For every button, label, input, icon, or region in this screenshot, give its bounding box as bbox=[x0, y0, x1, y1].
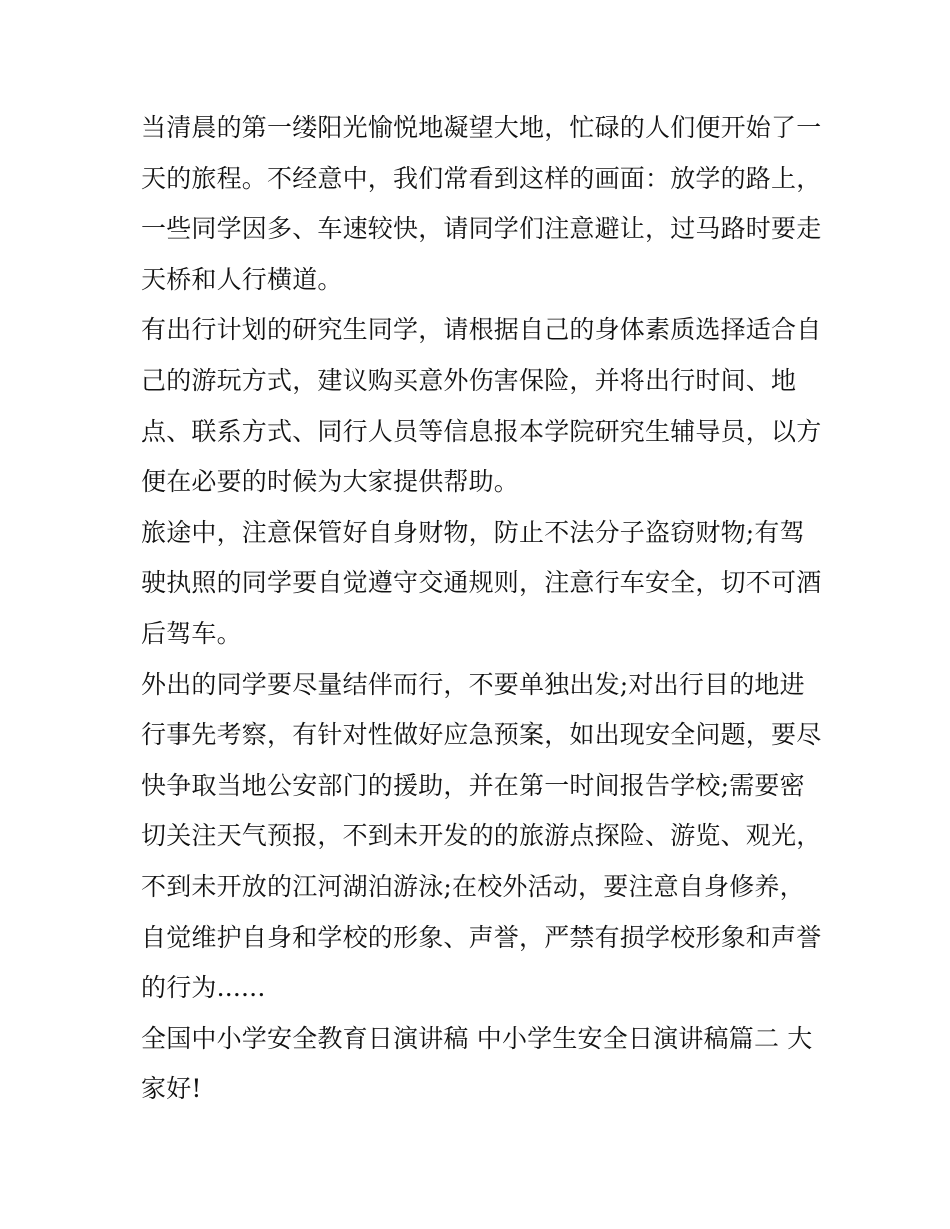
document-body bbox=[141, 103, 821, 1115]
text-line: 天的旅程。不经意中，我们常看到这样的画面：放学的路上， bbox=[141, 163, 822, 193]
text-line: 外出的同学要尽量结伴而行，不要单独出发;对出行目的地进 bbox=[141, 669, 805, 699]
text-line: 后驾车。 bbox=[141, 618, 242, 648]
text-line: 一些同学因多、车速较快，请同学们注意避让，过马路时要走 bbox=[141, 214, 822, 244]
text-line: 有出行计划的研究生同学，请根据自己的身体素质选择适合自 bbox=[141, 315, 822, 345]
text-line: 不到未开放的江河湖泊游泳;在校外活动，要注意自身修养， bbox=[141, 871, 805, 901]
text-line: 驶执照的同学要自觉遵守交通规则，注意行车安全，切不可酒 bbox=[141, 568, 822, 598]
text-line: 家好! bbox=[141, 1074, 202, 1104]
text-line: 点、联系方式、同行人员等信息报本学院研究生辅导员，以方 bbox=[141, 416, 822, 446]
text-line: 切关注天气预报，不到未开发的的旅游点探险、游览、观光， bbox=[141, 821, 822, 851]
text-line: 天桥和人行横道。 bbox=[141, 264, 343, 294]
text-line: 旅途中，注意保管好自身财物，防止不法分子盗窃财物;有驾 bbox=[141, 517, 805, 547]
text-line: 当清晨的第一缕阳光愉悦地凝望大地，忙碌的人们便开始了一 bbox=[141, 113, 822, 142]
text-line: 行事先考察，有针对性做好应急预案，如出现安全问题，要尽 bbox=[141, 720, 822, 750]
text-line: 己的游玩方式，建议购买意外伤害保险，并将出行时间、地 bbox=[141, 365, 797, 395]
text-line: 快争取当地公安部门的援助，并在第一时间报告学校;需要密 bbox=[141, 770, 805, 800]
text-line: 便在必要的时候为大家提供帮助。 bbox=[141, 467, 520, 497]
text-line: 自觉维护自身和学校的形象、声誉，严禁有损学校形象和声誉 bbox=[141, 922, 822, 952]
text-line: 全国中小学安全教育日演讲稿 中小学生安全日演讲稿篇二 大 bbox=[141, 1023, 813, 1053]
text-line: 的行为...... bbox=[141, 973, 266, 1003]
